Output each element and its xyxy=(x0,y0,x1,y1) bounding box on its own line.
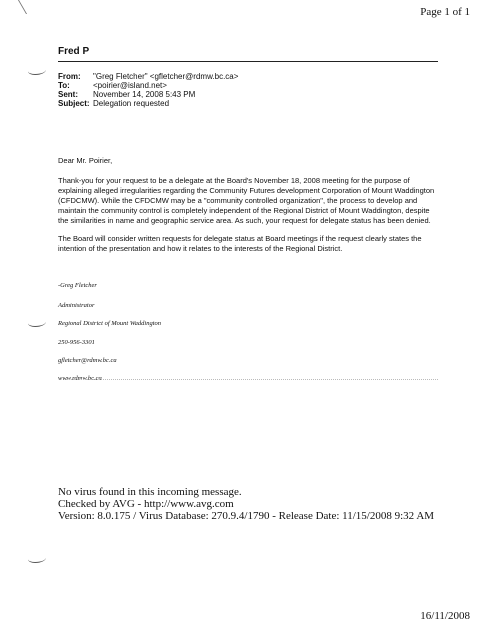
dotted-divider xyxy=(66,379,438,380)
virus-notice-line-1: No virus found in this incoming message. xyxy=(58,486,242,498)
sent-label: Sent: xyxy=(58,90,78,99)
body-paragraph-1: Thank-you for your request to be a delegate at the Board's November 18, 2008 meeting for the purpose of explaining alleged irregularities regarding the Community Futures development Corporation of Mount Waddington (CFDCMW). While the CFDCMW may be a "community controlled organization", the process to develop and maintain the community control is completely independent of the Regional District of Mount Waddington, despite the similarities in name and geographic service area. As such, your request for delegate status has been denied. xyxy=(58,176,435,225)
page-corner-mark xyxy=(0,0,27,14)
signature-org: Regional District of Mount Waddington xyxy=(58,320,162,327)
to-label: To: xyxy=(58,81,70,90)
signature-email[interactable]: gfletcher@rdmw.bc.ca xyxy=(58,357,117,364)
signature-name: -Greg Fletcher xyxy=(58,282,97,289)
from-label: From: xyxy=(58,72,81,81)
virus-notice-line-2: Checked by AVG - http://www.avg.com xyxy=(58,498,234,510)
signature-phone: 250-956-3301 xyxy=(58,339,95,346)
body-paragraph-2: The Board will consider written requests for delegate status at Board meetings if the request clearly states the intention of the presentation and how it relates to the interests of the Regional District. xyxy=(58,234,422,253)
signature-website[interactable]: www.rdmw.bc.ca xyxy=(58,375,102,382)
greeting: Dear Mr. Poirier, xyxy=(58,156,113,165)
subject-row xyxy=(58,99,169,109)
punch-hole-mark xyxy=(28,554,46,563)
punch-hole-mark xyxy=(28,318,46,327)
sent-value: November 14, 2008 5:43 PM xyxy=(93,90,196,99)
footer-date: 16/11/2008 xyxy=(420,610,470,622)
from-value: "Greg Fletcher" <gfletcher@rdmw.bc.ca> xyxy=(93,72,239,81)
subject-value: Delegation requested xyxy=(93,99,170,108)
virus-notice-line-3: Version: 8.0.175 / Virus Database: 270.9.4/1790 - Release Date: 11/15/2008 9:32 AM xyxy=(58,510,435,522)
subject-label: Subject: xyxy=(58,99,90,108)
signature-title: Administrator xyxy=(58,302,95,309)
header-divider xyxy=(58,61,438,62)
to-value: <poirier@island.net> xyxy=(93,81,167,90)
sender-name: Fred P xyxy=(58,46,90,57)
page-number: Page 1 of 1 xyxy=(420,6,470,18)
punch-hole-mark xyxy=(28,66,46,75)
